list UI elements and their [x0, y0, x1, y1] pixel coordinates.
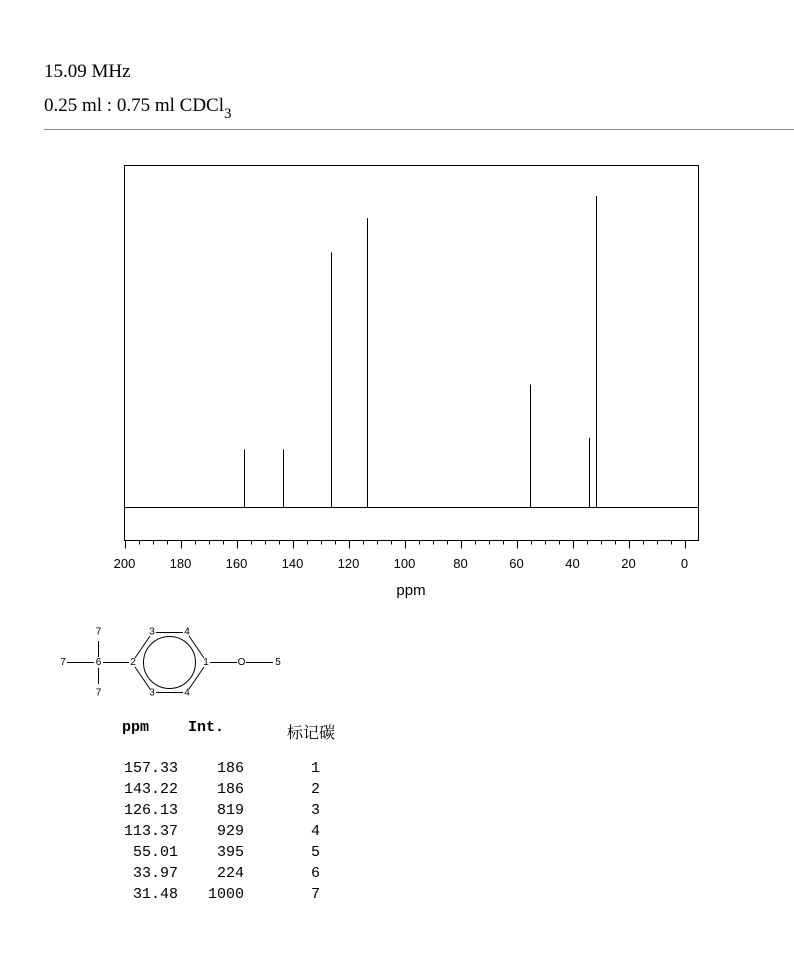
cell-intensity: 186: [216, 781, 244, 798]
cell-carbon: 3: [310, 802, 320, 819]
atom-label: 3: [149, 626, 155, 638]
x-tick-label: 80: [453, 556, 468, 571]
x-tick-label: 140: [281, 556, 304, 571]
x-tick-label: 160: [225, 556, 248, 571]
atom-label: 4: [184, 626, 190, 638]
x-tick-label: 40: [565, 556, 580, 571]
cell-ppm: 55.01: [132, 844, 178, 861]
cell-carbon: 1: [310, 760, 320, 777]
x-tick-label: 60: [509, 556, 524, 571]
x-axis-label: ppm: [396, 582, 426, 599]
cell-intensity: 1000: [207, 886, 244, 903]
cell-ppm: 143.22: [123, 781, 178, 798]
table-row: [0, 802, 794, 823]
table-header-intensity: Int.: [188, 719, 225, 736]
bond-2-3a: [135, 636, 150, 658]
cell-carbon: 2: [310, 781, 320, 798]
atom-label: 4: [184, 687, 190, 699]
cell-ppm: 31.48: [132, 886, 178, 903]
atom-label: 3: [149, 687, 155, 699]
cell-ppm: 157.33: [123, 760, 178, 777]
bond-4a-1: [189, 636, 204, 658]
peak-table: [0, 760, 794, 907]
cell-ppm: 126.13: [123, 802, 178, 819]
cell-carbon: 7: [310, 886, 320, 903]
table-row: [0, 844, 794, 865]
atom-label: O: [237, 657, 246, 668]
x-tick-label: 0: [680, 556, 689, 571]
aromatic-ring-circle: [144, 637, 196, 689]
cell-ppm: 33.97: [132, 865, 178, 882]
table-header-carbon: 标记碳: [287, 723, 336, 742]
atom-label: 2: [130, 657, 136, 668]
x-tick-label: 20: [621, 556, 636, 571]
cell-carbon: 4: [310, 823, 320, 840]
cell-intensity: 395: [216, 844, 244, 861]
table-row: [0, 865, 794, 886]
x-tick-label: 180: [169, 556, 192, 571]
x-tick-label: 200: [113, 556, 136, 571]
cell-intensity: 186: [216, 760, 244, 777]
x-tick-label: 100: [393, 556, 416, 571]
table-row: [0, 886, 794, 907]
atom-label: 1: [203, 657, 209, 668]
atom-label: 7: [95, 687, 102, 699]
bond-3b-2: [135, 667, 150, 689]
atom-label: 5: [275, 657, 281, 668]
atom-label: 6: [95, 657, 102, 668]
cell-intensity: 929: [216, 823, 244, 840]
solvent-text: 0.25 ml : 0.75 ml CDCl: [44, 95, 224, 116]
cell-intensity: 224: [216, 865, 244, 882]
cell-carbon: 6: [310, 865, 320, 882]
cell-intensity: 819: [216, 802, 244, 819]
table-row: [0, 823, 794, 844]
solvent-subscript: 3: [224, 106, 232, 122]
x-tick-label: 120: [337, 556, 360, 571]
atom-label: 7: [95, 626, 102, 638]
cell-carbon: 5: [310, 844, 320, 861]
table-row: [0, 760, 794, 781]
bond-1-4b: [189, 667, 204, 689]
atom-label: 7: [60, 657, 66, 668]
frequency-label: 15.09 MHz: [44, 61, 131, 82]
table-header-ppm: ppm: [122, 719, 150, 736]
table-row: [0, 781, 794, 802]
cell-ppm: 113.37: [123, 823, 178, 840]
